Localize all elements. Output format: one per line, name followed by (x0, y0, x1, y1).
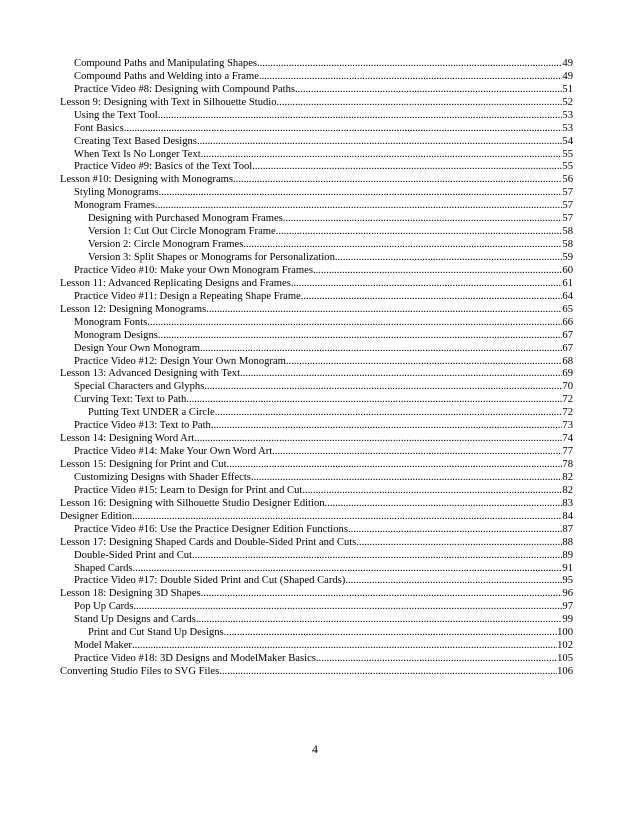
toc-entry (60, 252, 573, 265)
toc-entry-title: Lesson 11: Advanced Replicating Designs and Frames (60, 277, 291, 289)
toc-entry-title: Practice Video #13: Text to Path (74, 420, 211, 432)
toc-entry (60, 278, 573, 291)
toc-entry-page: 82 (562, 484, 573, 496)
toc-entry-page: 67 (562, 342, 573, 354)
toc-dot-leader (133, 563, 563, 576)
toc-entry-title: Creating Text Based Designs (74, 135, 197, 147)
toc-entry-title: Lesson 18: Designing 3D Shapes (60, 588, 201, 600)
toc-entry-title: Stand Up Designs and Cards (74, 614, 196, 626)
toc-entry-page: 88 (562, 536, 573, 548)
toc-entry-page: 82 (562, 472, 573, 483)
toc-entry (60, 239, 573, 252)
toc-entry (60, 563, 573, 576)
toc-dot-leader (301, 291, 563, 304)
toc-entry (60, 381, 573, 394)
toc-dot-leader (200, 343, 562, 356)
toc-dot-leader (155, 200, 562, 213)
toc-entry-page: 68 (562, 355, 573, 367)
toc-entry (60, 433, 573, 446)
toc-entry (60, 317, 573, 330)
toc-entry-page: 78 (562, 459, 573, 471)
toc-entry-page: 57 (562, 200, 573, 212)
toc-entry-page: 87 (562, 523, 573, 535)
toc-entry-page: 96 (562, 588, 573, 600)
toc-entry (60, 84, 573, 97)
toc-dot-leader (313, 265, 562, 278)
toc-entry (60, 149, 573, 162)
toc-entry-title: Styling Monograms (74, 187, 159, 199)
toc-dot-leader (196, 614, 563, 627)
toc-entry-page: 83 (562, 497, 573, 509)
toc-dot-leader (302, 485, 562, 498)
toc-entry-page: 51 (562, 83, 573, 95)
toc-entry-page: 60 (562, 265, 573, 276)
toc-entry (60, 601, 573, 614)
toc-entry-page: 55 (562, 161, 573, 173)
toc-entry-title: Lesson 15: Designing for Print and Cut (60, 459, 227, 471)
toc-dot-leader (291, 278, 563, 291)
toc-entry-title: Practice Video #12: Design Your Own Monogram (74, 355, 286, 367)
toc-entry-title: Lesson 17: Designing Shaped Cards and Double-Sided Print and Cuts (60, 536, 357, 548)
toc-dot-leader (233, 174, 562, 187)
toc-entry-page: 53 (562, 109, 573, 121)
toc-entry-page: 58 (562, 239, 573, 251)
toc-entry-title: Lesson 12: Designing Monograms (60, 303, 207, 315)
toc-dot-leader (348, 524, 562, 537)
toc-entry-title: Lesson 9: Designing with Text in Silhouette Studio (60, 96, 277, 108)
toc-entry-title: Model Maker (74, 640, 132, 652)
toc-entry-page: 106 (557, 666, 573, 678)
toc-entry-title: Practice Video #16: Use the Practice Designer Edition Functions (74, 523, 348, 535)
toc-entry (60, 588, 573, 601)
toc-entry (60, 265, 573, 278)
toc-entry (60, 524, 573, 537)
toc-dot-leader (132, 511, 562, 524)
toc-dot-leader (277, 97, 563, 110)
toc-entry-title: Lesson 16: Designing with Silhouette Studio Designer Edition (60, 497, 325, 509)
toc-dot-leader (356, 537, 562, 550)
toc-entry-title: Lesson 14: Designing Word Art (60, 433, 195, 445)
toc-entry-page: 72 (562, 407, 573, 419)
toc-entry (60, 640, 573, 653)
toc-entry-page: 74 (562, 433, 573, 445)
toc-dot-leader (325, 498, 563, 511)
toc-entry (60, 136, 573, 149)
toc-entry-page: 66 (562, 316, 573, 328)
toc-dot-leader (158, 330, 563, 343)
toc-entry (60, 97, 573, 110)
toc-entry (60, 226, 573, 239)
toc-entry (60, 110, 573, 123)
toc-entry-page: 102 (557, 640, 573, 652)
toc-entry (60, 407, 573, 420)
toc-entry (60, 614, 573, 627)
toc-entry-page: 54 (562, 135, 573, 147)
toc-entry-page: 56 (562, 174, 573, 186)
toc-entry-title: Monogram Frames (74, 200, 155, 212)
toc-entry-title: Designing with Purchased Monogram Frames (88, 213, 283, 225)
toc-entry-page: 58 (562, 226, 573, 238)
toc-dot-leader (251, 472, 562, 485)
toc-entry (60, 550, 573, 563)
toc-entry-page: 97 (562, 601, 573, 613)
toc-entry (60, 511, 573, 524)
toc-entry-title: Version 1: Cut Out Circle Monogram Frame (88, 226, 276, 238)
toc-entry-title: Practice Video #8: Designing with Compound Paths (74, 83, 296, 95)
toc-entry-page: 52 (562, 96, 573, 108)
toc-entry-page: 67 (562, 329, 573, 341)
toc-entry-page: 100 (557, 627, 573, 639)
toc-entry (60, 330, 573, 343)
toc-entry-page: 65 (562, 303, 573, 315)
toc-entry-title: Pop Up Cards (74, 601, 134, 613)
toc-entry-title: Practice Video #10: Make your Own Monogram Frames (74, 265, 313, 276)
toc-entry-title: Lesson #10: Designing with Monograms (60, 174, 234, 186)
toc-dot-leader (252, 162, 562, 175)
toc-entry-page: 72 (562, 394, 573, 406)
toc-entry (60, 123, 573, 136)
toc-dot-leader (158, 187, 562, 200)
toc-entry-title: Font Basics (74, 122, 124, 134)
toc-entry-title: Special Characters and Glyphs (74, 381, 205, 393)
toc-entry-page: 70 (562, 381, 573, 393)
toc-entry (60, 58, 573, 71)
toc-entry-page: 53 (562, 122, 573, 134)
toc-entry-title: Practice Video #14: Make Your Own Word Art (74, 446, 273, 458)
toc-entry-title: Designer Edition (60, 510, 133, 522)
toc-dot-leader (124, 123, 563, 136)
toc-entry (60, 498, 573, 511)
toc-entry-title: Using the Text Tool (74, 109, 158, 121)
toc-dot-leader (133, 601, 562, 614)
toc-dot-leader (201, 588, 563, 601)
toc-entry-title: Compound Paths and Manipulating Shapes (74, 58, 258, 69)
toc-dot-leader (201, 149, 563, 162)
toc-entry (60, 200, 573, 213)
toc-entry-page: 64 (562, 290, 573, 302)
toc-entry-page: 95 (562, 575, 573, 587)
toc-entry-page: 105 (557, 653, 573, 665)
toc-entry-title: Practice Video #18: 3D Designs and ModelMaker Basics (74, 653, 316, 665)
toc-entry (60, 394, 573, 407)
toc-entry (60, 472, 573, 485)
toc-dot-leader (194, 433, 562, 446)
toc-dot-leader (335, 252, 563, 265)
toc-entry-page: 49 (562, 58, 573, 69)
toc-entry-page: 99 (562, 614, 573, 626)
toc-entry (60, 162, 573, 175)
toc-entry-page: 91 (562, 562, 573, 574)
toc-entry-title: Monogram Fonts (74, 316, 148, 328)
toc-entry (60, 653, 573, 666)
toc-dot-leader (227, 459, 563, 472)
toc-entry (60, 537, 573, 550)
toc-entry (60, 627, 573, 640)
page-number: 4 (312, 742, 318, 756)
toc-dot-leader (259, 71, 562, 84)
toc-entry-title: Curving Text: Text to Path (74, 394, 187, 406)
toc-entry-title: Version 3: Split Shapes or Monograms for Personalization (88, 252, 335, 264)
toc-entry-title: Shaped Cards (74, 562, 133, 574)
toc-dot-leader (243, 239, 562, 252)
toc-entry-title: Practice Video #9: Basics of the Text Tool (74, 161, 253, 173)
toc-entry (60, 459, 573, 472)
toc-entry-title: Print and Cut Stand Up Designs (88, 627, 224, 639)
toc-dot-leader (272, 446, 562, 459)
toc-entry-title: Practice Video #17: Double Sided Print and Cut (Shaped Cards) (74, 575, 346, 587)
toc-entry-title: Customizing Designs with Shader Effects (74, 472, 251, 483)
toc-entry-title: When Text Is No Longer Text (74, 148, 201, 160)
toc-entry-title: Practice Video #11: Design a Repeating Shape Frame (74, 290, 301, 302)
toc-dot-leader (186, 394, 562, 407)
toc-dot-leader (286, 356, 563, 369)
toc-dot-leader (345, 576, 562, 589)
toc-dot-leader (215, 407, 563, 420)
toc-entry (60, 213, 573, 226)
toc-entry (60, 446, 573, 459)
toc-dot-leader (206, 304, 562, 317)
toc-entry (60, 174, 573, 187)
toc-entry-title: Version 2: Circle Monogram Frames (88, 239, 244, 251)
toc-entry (60, 343, 573, 356)
toc-entry (60, 666, 573, 679)
toc-entry-title: Putting Text UNDER a Circle (88, 407, 215, 419)
table-of-contents (60, 58, 573, 679)
toc-dot-leader (224, 627, 557, 640)
toc-entry-page: 49 (562, 70, 573, 82)
toc-dot-leader (197, 136, 562, 149)
toc-dot-leader (147, 317, 562, 330)
toc-dot-leader (211, 420, 563, 433)
toc-entry (60, 187, 573, 200)
toc-entry (60, 356, 573, 369)
toc-entry-title: Design Your Own Monogram (74, 342, 200, 354)
toc-entry-title: Converting Studio Files to SVG Files (60, 666, 220, 678)
toc-dot-leader (219, 666, 557, 679)
toc-entry-title: Double-Sided Print and Cut (74, 549, 192, 561)
toc-entry-page: 73 (562, 420, 573, 432)
toc-entry-page: 55 (562, 148, 573, 160)
toc-entry-title: Lesson 13: Advanced Designing with Text (60, 368, 241, 380)
toc-entry-page: 77 (562, 446, 573, 458)
toc-dot-leader (204, 381, 562, 394)
toc-entry-page: 57 (562, 187, 573, 199)
toc-entry-page: 57 (562, 213, 573, 225)
toc-dot-leader (132, 640, 557, 653)
toc-entry (60, 420, 573, 433)
toc-entry (60, 576, 573, 589)
toc-entry (60, 485, 573, 498)
toc-entry-page: 61 (562, 277, 573, 289)
toc-entry (60, 71, 573, 84)
toc-dot-leader (316, 653, 557, 666)
toc-entry-title: Monogram Designs (74, 329, 158, 341)
toc-entry-title: Compound Paths and Welding into a Frame (74, 70, 259, 82)
toc-dot-leader (295, 84, 562, 97)
toc-entry-page: 69 (562, 368, 573, 380)
toc-entry-page: 89 (562, 549, 573, 561)
toc-entry (60, 369, 573, 382)
toc-dot-leader (158, 110, 563, 123)
toc-dot-leader (192, 550, 562, 563)
toc-dot-leader (276, 226, 563, 239)
toc-entry (60, 291, 573, 304)
toc-dot-leader (283, 213, 563, 226)
toc-entry-title: Practice Video #15: Learn to Design for Print and Cut (74, 484, 303, 496)
toc-entry-page: 84 (562, 510, 573, 522)
toc-dot-leader (257, 58, 562, 71)
toc-entry-page: 59 (562, 252, 573, 264)
toc-entry (60, 304, 573, 317)
toc-dot-leader (240, 369, 562, 382)
